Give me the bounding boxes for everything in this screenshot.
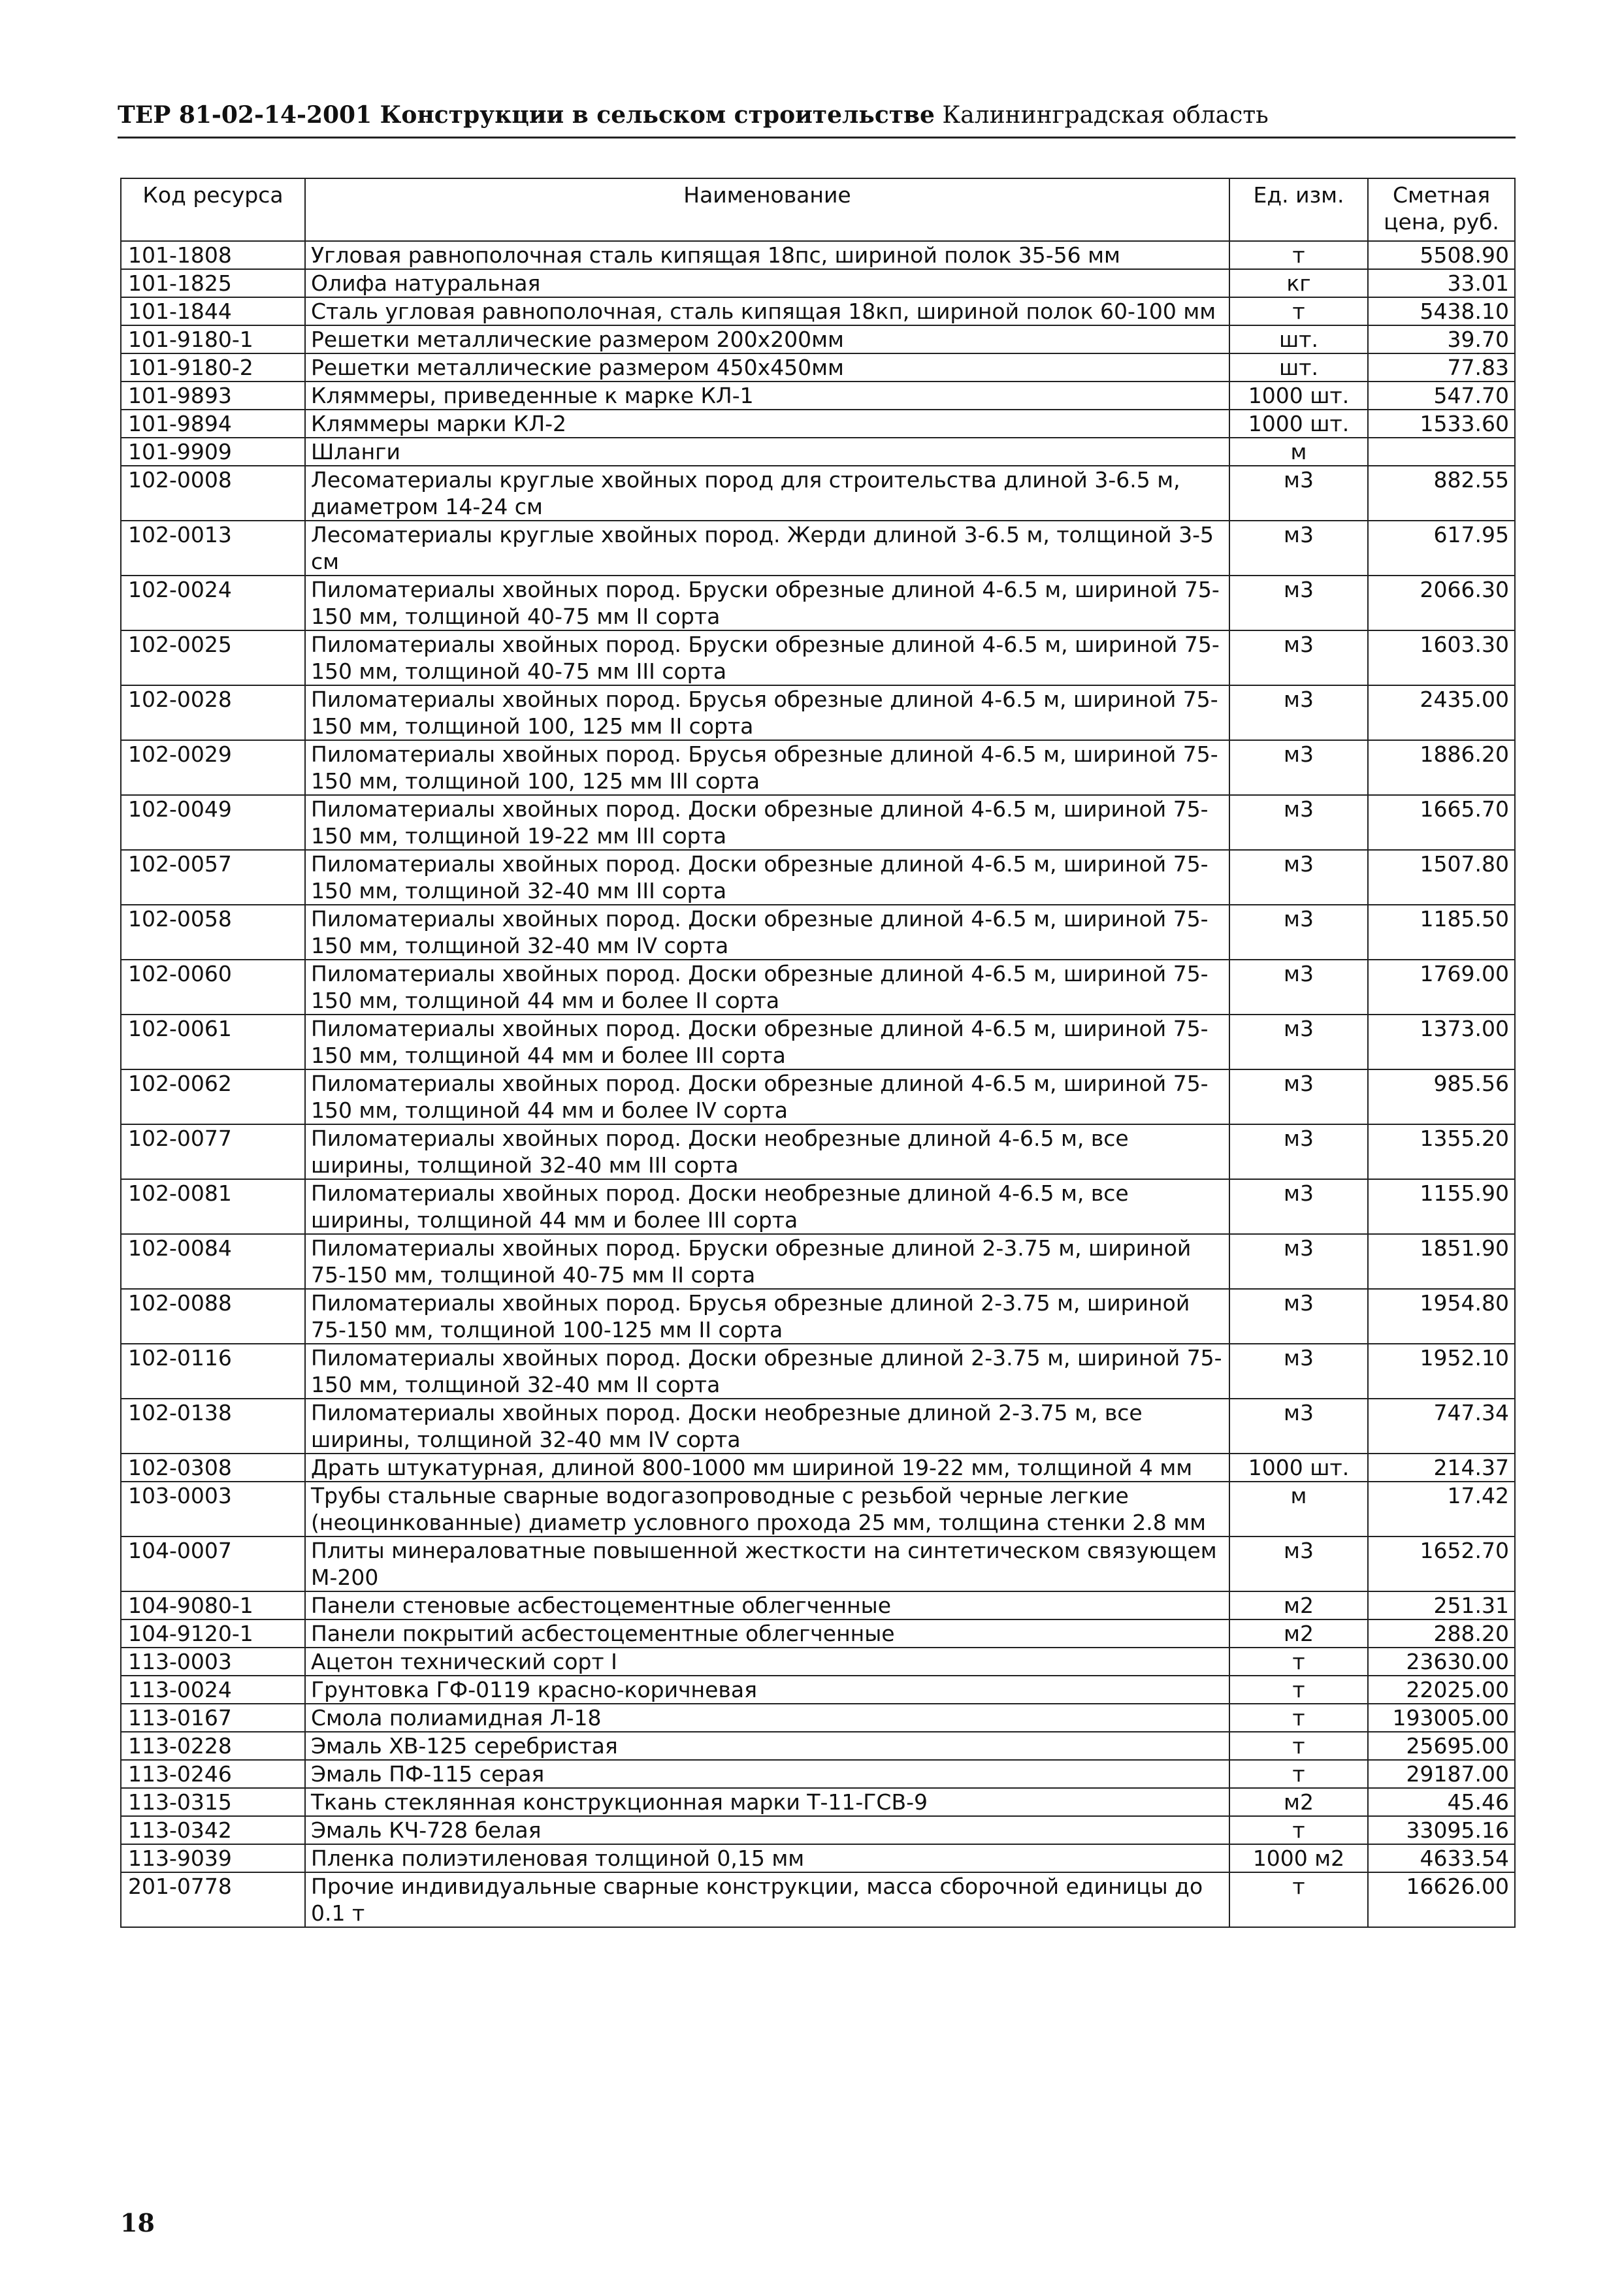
resource-name-cell: Решетки металлические размером 200х200мм <box>305 325 1229 353</box>
resource-unit-cell: 1000 шт. <box>1229 382 1368 410</box>
resource-name-cell: Пиломатериалы хвойных пород. Доски обрезные длиной 4-6.5 м, шириной 75-150 мм, толщиной 44 мм и более IV сорта <box>305 1069 1229 1124</box>
resource-name-cell: Пиломатериалы хвойных пород. Доски необрезные длиной 2-3.75 м, все ширины, толщиной 32-40 мм IV сорта <box>305 1399 1229 1454</box>
resource-price-cell: 1886.20 <box>1368 740 1515 795</box>
resource-code-cell: 102-0060 <box>121 960 305 1015</box>
resource-code-cell: 113-0342 <box>121 1816 305 1844</box>
resource-unit-cell: т <box>1229 1732 1368 1760</box>
resource-unit-cell: м3 <box>1229 1015 1368 1069</box>
resource-price-cell: 22025.00 <box>1368 1676 1515 1704</box>
resource-unit-cell: т <box>1229 1872 1368 1927</box>
table-row <box>121 1788 1515 1816</box>
resource-unit-cell: м2 <box>1229 1788 1368 1816</box>
table-row <box>121 960 1515 1015</box>
resource-price-cell: 5438.10 <box>1368 297 1515 325</box>
resource-price-cell: 33.01 <box>1368 269 1515 297</box>
resource-name-cell: Олифа натуральная <box>305 269 1229 297</box>
resource-code-cell: 113-0003 <box>121 1648 305 1676</box>
table-header-row <box>121 178 1515 241</box>
resource-name-cell: Ацетон технический сорт I <box>305 1648 1229 1676</box>
resource-code-cell: 102-0008 <box>121 466 305 521</box>
resource-unit-cell: т <box>1229 1816 1368 1844</box>
resource-code-cell: 101-9894 <box>121 410 305 438</box>
resource-code-cell: 101-9180-1 <box>121 325 305 353</box>
resource-unit-cell: кг <box>1229 269 1368 297</box>
table-row <box>121 1816 1515 1844</box>
resource-code-cell: 104-0007 <box>121 1537 305 1591</box>
resource-name-cell: Прочие индивидуальные сварные конструкции, масса сборочной единицы до 0.1 т <box>305 1872 1229 1927</box>
resource-unit-cell: м3 <box>1229 685 1368 740</box>
resource-unit-cell: м3 <box>1229 1399 1368 1454</box>
table-row <box>121 740 1515 795</box>
table-row <box>121 325 1515 353</box>
resource-name-cell: Эмаль ПФ-115 серая <box>305 1760 1229 1788</box>
resource-price-cell: 617.95 <box>1368 521 1515 576</box>
resource-name-cell: Панели покрытий асбестоцементные облегченные <box>305 1619 1229 1648</box>
resource-code-cell: 101-9909 <box>121 438 305 466</box>
resource-price-cell: 1769.00 <box>1368 960 1515 1015</box>
resource-name-cell: Пиломатериалы хвойных пород. Доски обрезные длиной 4-6.5 м, шириной 75-150 мм, толщиной 19-22 мм III сорта <box>305 795 1229 850</box>
column-header-price: Сметная цена, руб. <box>1368 178 1515 241</box>
resource-name-cell: Панели стеновые асбестоцементные облегченные <box>305 1591 1229 1619</box>
resource-price-cell <box>1368 438 1515 466</box>
resource-name-cell: Пленка полиэтиленовая толщиной 0,15 мм <box>305 1844 1229 1872</box>
resource-code-cell: 102-0084 <box>121 1234 305 1289</box>
resource-name-cell: Кляммеры марки КЛ-2 <box>305 410 1229 438</box>
resource-price-cell: 17.42 <box>1368 1482 1515 1537</box>
resource-name-cell: Драть штукатурная, длиной 800-1000 мм шириной 19-22 мм, толщиной 4 мм <box>305 1454 1229 1482</box>
table-row <box>121 630 1515 685</box>
resource-price-cell: 2435.00 <box>1368 685 1515 740</box>
table-row <box>121 1179 1515 1234</box>
resource-code-cell: 102-0025 <box>121 630 305 685</box>
resource-code-cell: 102-0049 <box>121 795 305 850</box>
resource-code-cell: 113-0167 <box>121 1704 305 1732</box>
table-row <box>121 1344 1515 1399</box>
resource-price-cell: 193005.00 <box>1368 1704 1515 1732</box>
resource-name-cell: Пиломатериалы хвойных пород. Доски необрезные длиной 4-6.5 м, все ширины, толщиной 44 мм и более III сорта <box>305 1179 1229 1234</box>
resource-unit-cell: 1000 м2 <box>1229 1844 1368 1872</box>
resource-code-cell: 113-9039 <box>121 1844 305 1872</box>
resource-code-cell: 101-1844 <box>121 297 305 325</box>
resource-code-cell: 102-0029 <box>121 740 305 795</box>
resource-name-cell: Лесоматериалы круглые хвойных пород для строительства длиной 3-6.5 м, диаметром 14-24 см <box>305 466 1229 521</box>
table-row <box>121 1619 1515 1648</box>
resource-name-cell: Шланги <box>305 438 1229 466</box>
resource-name-cell: Пиломатериалы хвойных пород. Брусья обрезные длиной 4-6.5 м, шириной 75-150 мм, толщиной 100, 125 мм III сорта <box>305 740 1229 795</box>
table-row <box>121 521 1515 576</box>
table-row <box>121 1704 1515 1732</box>
resource-name-cell: Пиломатериалы хвойных пород. Доски обрезные длиной 4-6.5 м, шириной 75-150 мм, толщиной 44 мм и более III сорта <box>305 1015 1229 1069</box>
resource-unit-cell: м3 <box>1229 960 1368 1015</box>
resource-name-cell: Ткань стеклянная конструкционная марки Т-11-ГСВ-9 <box>305 1788 1229 1816</box>
resource-unit-cell: м <box>1229 438 1368 466</box>
resource-code-cell: 103-0003 <box>121 1482 305 1537</box>
resource-code-cell: 104-9120-1 <box>121 1619 305 1648</box>
resource-price-cell: 2066.30 <box>1368 576 1515 630</box>
document-title: ТЕР 81-02-14-2001 Конструкции в сельском строительстве <box>118 101 935 129</box>
resource-price-cell: 1155.90 <box>1368 1179 1515 1234</box>
resource-unit-cell: м3 <box>1229 630 1368 685</box>
table-row <box>121 795 1515 850</box>
table-row <box>121 1015 1515 1069</box>
resource-price-cell: 747.34 <box>1368 1399 1515 1454</box>
resource-price-cell: 1851.90 <box>1368 1234 1515 1289</box>
resource-price-cell: 1373.00 <box>1368 1015 1515 1069</box>
resource-unit-cell: м3 <box>1229 850 1368 905</box>
table-row <box>121 1537 1515 1591</box>
resource-code-cell: 102-0013 <box>121 521 305 576</box>
resource-unit-cell: м <box>1229 1482 1368 1537</box>
resource-name-cell: Смола полиамидная Л-18 <box>305 1704 1229 1732</box>
resource-price-cell: 1533.60 <box>1368 410 1515 438</box>
resource-unit-cell: т <box>1229 1760 1368 1788</box>
resource-code-cell: 102-0081 <box>121 1179 305 1234</box>
resource-name-cell: Эмаль ХВ-125 серебристая <box>305 1732 1229 1760</box>
table-row <box>121 1069 1515 1124</box>
resource-code-cell: 102-0308 <box>121 1454 305 1482</box>
table-row <box>121 466 1515 521</box>
resource-code-cell: 102-0028 <box>121 685 305 740</box>
table-row <box>121 1872 1515 1927</box>
table-row <box>121 1591 1515 1619</box>
table-row <box>121 1844 1515 1872</box>
table-row <box>121 1648 1515 1676</box>
resource-name-cell: Грунтовка ГФ-0119 красно-коричневая <box>305 1676 1229 1704</box>
resource-code-cell: 102-0138 <box>121 1399 305 1454</box>
resource-name-cell: Пиломатериалы хвойных пород. Доски необрезные длиной 4-6.5 м, все ширины, толщиной 32-40 мм III сорта <box>305 1124 1229 1179</box>
resource-unit-cell: т <box>1229 297 1368 325</box>
resource-unit-cell: т <box>1229 1648 1368 1676</box>
column-header-name: Наименование <box>305 178 1229 241</box>
table-row <box>121 905 1515 960</box>
resource-price-cell: 1355.20 <box>1368 1124 1515 1179</box>
resource-code-cell: 102-0088 <box>121 1289 305 1344</box>
table-row <box>121 269 1515 297</box>
page-number: 18 <box>120 2208 155 2237</box>
resource-code-cell: 102-0058 <box>121 905 305 960</box>
document-region: Калининградская область <box>942 102 1269 129</box>
resource-name-cell: Пиломатериалы хвойных пород. Доски обрезные длиной 4-6.5 м, шириной 75-150 мм, толщиной 44 мм и более II сорта <box>305 960 1229 1015</box>
resource-code-cell: 102-0116 <box>121 1344 305 1399</box>
table-row <box>121 1289 1515 1344</box>
table-row <box>121 685 1515 740</box>
resource-unit-cell: м3 <box>1229 1069 1368 1124</box>
resource-unit-cell: м3 <box>1229 905 1368 960</box>
table-row <box>121 1234 1515 1289</box>
resource-name-cell: Пиломатериалы хвойных пород. Бруски обрезные длиной 4-6.5 м, шириной 75-150 мм, толщиной 40-75 мм III сорта <box>305 630 1229 685</box>
resource-price-cell: 5508.90 <box>1368 241 1515 269</box>
resource-name-cell: Пиломатериалы хвойных пород. Бруски обрезные длиной 4-6.5 м, шириной 75-150 мм, толщиной 40-75 мм II сорта <box>305 576 1229 630</box>
resource-code-cell: 201-0778 <box>121 1872 305 1927</box>
resource-price-cell: 77.83 <box>1368 353 1515 382</box>
resource-name-cell: Пиломатериалы хвойных пород. Брусья обрезные длиной 2-3.75 м, шириной 75-150 мм, толщиной 100-125 мм II сорта <box>305 1289 1229 1344</box>
resource-unit-cell: м3 <box>1229 1234 1368 1289</box>
resource-price-cell: 1507.80 <box>1368 850 1515 905</box>
resource-unit-cell: м3 <box>1229 1289 1368 1344</box>
resource-unit-cell: т <box>1229 1676 1368 1704</box>
resource-price-cell: 1185.50 <box>1368 905 1515 960</box>
resource-price-cell: 25695.00 <box>1368 1732 1515 1760</box>
resource-price-cell: 4633.54 <box>1368 1844 1515 1872</box>
table-row <box>121 850 1515 905</box>
resource-price-cell: 251.31 <box>1368 1591 1515 1619</box>
column-header-code: Код ресурса <box>121 178 305 241</box>
resource-unit-cell: шт. <box>1229 325 1368 353</box>
resource-name-cell: Эмаль КЧ-728 белая <box>305 1816 1229 1844</box>
resource-name-cell: Трубы стальные сварные водогазопроводные с резьбой черные легкие (неоцинкованные) диаметр условного прохода 25 мм, толщина стенки 2.8 мм <box>305 1482 1229 1537</box>
resource-code-cell: 113-0246 <box>121 1760 305 1788</box>
resource-name-cell: Решетки металлические размером 450х450мм <box>305 353 1229 382</box>
table-row <box>121 297 1515 325</box>
resource-code-cell: 102-0024 <box>121 576 305 630</box>
resource-unit-cell: шт. <box>1229 353 1368 382</box>
resource-unit-cell: м3 <box>1229 795 1368 850</box>
page-header <box>118 98 1516 138</box>
resource-unit-cell: м3 <box>1229 1124 1368 1179</box>
table-row <box>121 1482 1515 1537</box>
resource-code-cell: 101-9180-2 <box>121 353 305 382</box>
column-header-unit: Ед. изм. <box>1229 178 1368 241</box>
resource-price-cell: 1665.70 <box>1368 795 1515 850</box>
resource-unit-cell: т <box>1229 241 1368 269</box>
resource-code-cell: 101-1825 <box>121 269 305 297</box>
resource-name-cell: Лесоматериалы круглые хвойных пород. Жерди длиной 3-6.5 м, толщиной 3-5 см <box>305 521 1229 576</box>
resource-name-cell: Пиломатериалы хвойных пород. Брусья обрезные длиной 4-6.5 м, шириной 75-150 мм, толщиной 100, 125 мм II сорта <box>305 685 1229 740</box>
resource-name-cell: Пиломатериалы хвойных пород. Доски обрезные длиной 4-6.5 м, шириной 75-150 мм, толщиной 32-40 мм III сорта <box>305 850 1229 905</box>
table-row <box>121 241 1515 269</box>
resource-unit-cell: м3 <box>1229 1179 1368 1234</box>
resource-price-table <box>120 178 1516 1928</box>
resource-unit-cell: м3 <box>1229 1537 1368 1591</box>
resource-price-cell: 39.70 <box>1368 325 1515 353</box>
resource-price-cell: 45.46 <box>1368 1788 1515 1816</box>
resource-price-cell: 1652.70 <box>1368 1537 1515 1591</box>
resource-code-cell: 102-0061 <box>121 1015 305 1069</box>
resource-unit-cell: м3 <box>1229 466 1368 521</box>
resource-code-cell: 102-0062 <box>121 1069 305 1124</box>
resource-unit-cell: м3 <box>1229 521 1368 576</box>
resource-unit-cell: м2 <box>1229 1619 1368 1648</box>
resource-code-cell: 113-0228 <box>121 1732 305 1760</box>
table-row <box>121 1760 1515 1788</box>
resource-code-cell: 113-0315 <box>121 1788 305 1816</box>
table-row <box>121 576 1515 630</box>
table-row <box>121 438 1515 466</box>
table-row <box>121 410 1515 438</box>
resource-name-cell: Плиты минераловатные повышенной жесткости на синтетическом связующем М-200 <box>305 1537 1229 1591</box>
resource-code-cell: 102-0077 <box>121 1124 305 1179</box>
resource-code-cell: 102-0057 <box>121 850 305 905</box>
resource-price-cell: 23630.00 <box>1368 1648 1515 1676</box>
resource-unit-cell: м3 <box>1229 1344 1368 1399</box>
resource-price-cell: 882.55 <box>1368 466 1515 521</box>
table-row <box>121 1676 1515 1704</box>
table-row <box>121 1399 1515 1454</box>
resource-name-cell: Угловая равнополочная сталь кипящая 18пс, шириной полок 35-56 мм <box>305 241 1229 269</box>
resource-price-cell: 288.20 <box>1368 1619 1515 1648</box>
table-body <box>121 241 1515 1927</box>
table-row <box>121 1124 1515 1179</box>
resource-unit-cell: 1000 шт. <box>1229 1454 1368 1482</box>
resource-price-cell: 547.70 <box>1368 382 1515 410</box>
resource-price-cell: 214.37 <box>1368 1454 1515 1482</box>
resource-code-cell: 104-9080-1 <box>121 1591 305 1619</box>
resource-price-cell: 1952.10 <box>1368 1344 1515 1399</box>
resource-unit-cell: м2 <box>1229 1591 1368 1619</box>
resource-price-cell: 985.56 <box>1368 1069 1515 1124</box>
resource-price-cell: 16626.00 <box>1368 1872 1515 1927</box>
resource-unit-cell: т <box>1229 1704 1368 1732</box>
resource-code-cell: 101-9893 <box>121 382 305 410</box>
resource-code-cell: 113-0024 <box>121 1676 305 1704</box>
resource-price-cell: 1954.80 <box>1368 1289 1515 1344</box>
resource-unit-cell: м3 <box>1229 576 1368 630</box>
resource-price-cell: 29187.00 <box>1368 1760 1515 1788</box>
table-row <box>121 353 1515 382</box>
resource-name-cell: Кляммеры, приведенные к марке КЛ-1 <box>305 382 1229 410</box>
resource-price-cell: 1603.30 <box>1368 630 1515 685</box>
resource-code-cell: 101-1808 <box>121 241 305 269</box>
resource-name-cell: Пиломатериалы хвойных пород. Доски обрезные длиной 4-6.5 м, шириной 75-150 мм, толщиной 32-40 мм IV сорта <box>305 905 1229 960</box>
table-row <box>121 382 1515 410</box>
resource-name-cell: Пиломатериалы хвойных пород. Доски обрезные длиной 2-3.75 м, шириной 75-150 мм, толщиной 32-40 мм II сорта <box>305 1344 1229 1399</box>
resource-unit-cell: 1000 шт. <box>1229 410 1368 438</box>
table-row <box>121 1732 1515 1760</box>
resource-unit-cell: м3 <box>1229 740 1368 795</box>
table-row <box>121 1454 1515 1482</box>
resource-price-cell: 33095.16 <box>1368 1816 1515 1844</box>
resource-name-cell: Сталь угловая равнополочная, сталь кипящая 18кп, шириной полок 60-100 мм <box>305 297 1229 325</box>
resource-name-cell: Пиломатериалы хвойных пород. Бруски обрезные длиной 2-3.75 м, шириной 75-150 мм, толщиной 40-75 мм II сорта <box>305 1234 1229 1289</box>
